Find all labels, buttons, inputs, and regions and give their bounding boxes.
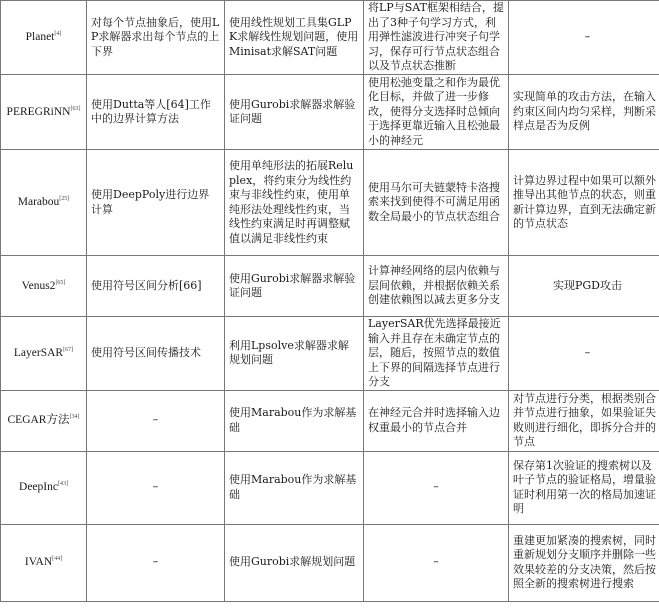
method-name: Planet xyxy=(25,31,55,44)
method-name-cell xyxy=(1,256,87,317)
method-name-cell xyxy=(1,1,87,75)
solver-cell: 使用线性规划工具集GLPK求解线性规划问题，使用Minisat求解SAT问题 xyxy=(225,1,364,75)
solver-cell: 使用Gurobi求解规划问题 xyxy=(225,524,364,601)
strategy-cell: 计算神经网络的层内依赖与层间依赖，并根据依赖关系创建依赖图以减去更多分支 xyxy=(364,256,509,317)
reference-mark: [63] xyxy=(70,105,81,112)
solver-cell: 利用Lpsolve求解器求解规划问题 xyxy=(225,317,364,391)
abstraction-cell: 使用DeepPoly进行边界计算 xyxy=(87,150,225,256)
strategy-cell: – xyxy=(364,524,509,601)
table-row xyxy=(1,256,659,317)
reference-mark: [4] xyxy=(54,31,62,38)
abstraction-cell: 对每个节点抽象后，使用LP求解器求出每个节点的上下界 xyxy=(87,1,225,75)
method-name: LayerSAR xyxy=(13,347,64,359)
refinement-cell: – xyxy=(509,1,659,75)
solver-cell: 使用单纯形法的拓展Reluplex，将约束分为线性约束与非线性约束，使用单纯形法处理线性约束，当线性约束满足时再调整赋值以满足非线性约束 xyxy=(225,150,364,256)
table-row xyxy=(1,75,659,150)
table-row xyxy=(1,451,659,524)
method-name: Marabou xyxy=(17,196,60,209)
table-row xyxy=(1,1,659,75)
refinement-cell: 对节点进行分类，根据类别合并节点进行抽象，如果验证失败则进行细化，即拆分合并的节点 xyxy=(509,390,659,451)
reference-mark: [67] xyxy=(63,347,74,354)
method-name: Venus2 xyxy=(21,279,56,292)
strategy-cell: 在神经元合并时选择输入边权重最小的节点合并 xyxy=(364,390,509,451)
reference-mark: [25] xyxy=(59,196,70,203)
method-name-cell xyxy=(1,451,87,524)
table-row xyxy=(1,390,659,451)
method-name: DeepInc xyxy=(19,481,58,494)
refinement-cell: 重建更加紧凑的搜索树，同时重新规划分支顺序并删除一些效果较差的分支决策，然后按照全新的搜索树进行搜索 xyxy=(509,524,659,601)
solver-cell: 使用Gurobi求解器求解验证问题 xyxy=(225,256,364,317)
method-name-cell xyxy=(1,150,87,256)
reference-mark: [65] xyxy=(55,279,66,286)
method-name-cell xyxy=(1,524,87,601)
table-row xyxy=(1,317,659,391)
refinement-cell: 保存第1次验证的搜索树以及叶子节点的验证格局，增量验证时利用第一次的格局加速证明 xyxy=(509,451,659,524)
method-name: PEREGRiNN xyxy=(6,105,71,118)
refinement-cell: 计算边界过程中如果可以额外推导出其他节点的状态，则重新计算边界，直到无法确定新的节点状态 xyxy=(509,150,659,256)
strategy-cell: LayerSAR优先选择最接近输入并且存在未确定节点的层，随后，按照节点的数值上下界的间隔选择节点进行分支 xyxy=(364,317,509,391)
method-name: CEGAR方法 xyxy=(7,414,70,427)
abstraction-cell: – xyxy=(87,390,225,451)
strategy-cell: 将LP与SAT框架相结合，提出了3种子句学习方式，利用弹性滤波进行冲突子句学习，保存可行节点状态组合以及节点状态推断 xyxy=(364,1,509,75)
reference-mark: [34] xyxy=(69,414,80,421)
strategy-cell: – xyxy=(364,451,509,524)
abstraction-cell: 使用Dutta等人[64]工作中的边界计算方法 xyxy=(87,75,225,150)
solver-cell: 使用Marabou作为求解基础 xyxy=(225,451,364,524)
solver-cell: 使用Marabou作为求解基础 xyxy=(225,390,364,451)
reference-mark: [44] xyxy=(52,556,63,563)
method-name-cell xyxy=(1,75,87,150)
refinement-cell: – xyxy=(509,317,659,391)
strategy-cell: 使用马尔可夫链蒙特卡洛搜索来找到使得不可满足用函数全局最小的节点状态组合 xyxy=(364,150,509,256)
abstraction-cell: 使用符号区间分析[66] xyxy=(87,256,225,317)
strategy-cell: 使用松弛变量之和作为最优化目标，并做了进一步修改，使得分支选择时总倾向于选择更靠近输入且松弛最小的神经元 xyxy=(364,75,509,150)
reference-mark: [43] xyxy=(57,481,68,488)
table-row xyxy=(1,524,659,601)
abstraction-cell: 使用符号区间传播技术 xyxy=(87,317,225,391)
table-row xyxy=(1,150,659,256)
refinement-cell: 实现PGD攻击 xyxy=(509,256,659,317)
abstraction-cell: – xyxy=(87,451,225,524)
method-name-cell xyxy=(1,390,87,451)
method-name: IVAN xyxy=(24,556,53,569)
solver-cell: 使用Gurobi求解器求解验证问题 xyxy=(225,75,364,150)
method-name-cell xyxy=(1,317,87,391)
refinement-cell: 实现简单的攻击方法，在输入约束区间内均匀采样，判断采样点是否为反例 xyxy=(509,75,659,150)
abstraction-cell: – xyxy=(87,524,225,601)
